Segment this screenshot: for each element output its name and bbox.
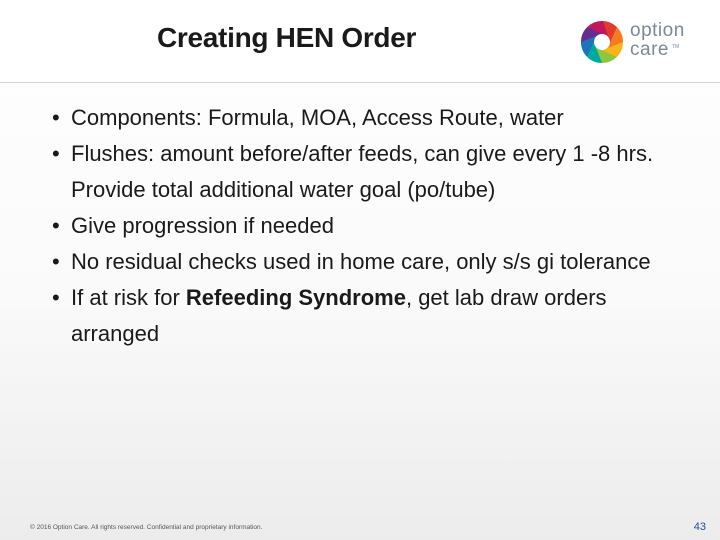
- bullet-item-residual-checks: [50, 244, 690, 280]
- swirl-logo-icon: [580, 20, 624, 64]
- bullet-text: Flushes: amount before/after feeds, can give every 1 -8 hrs. Provide total additional water goal (po/tube): [71, 141, 654, 202]
- bullet-item-progression: [50, 208, 690, 244]
- bullet-item-components: [50, 100, 690, 136]
- bullet-item-flushes: [50, 136, 690, 208]
- option-care-logo: [580, 18, 690, 66]
- page-number: 43: [693, 521, 706, 533]
- bullet-text-after: , get lab draw orders arranged: [71, 285, 607, 346]
- slide-header: [0, 0, 720, 83]
- bullet-text: Components: Formula, MOA, Access Route, water: [71, 105, 564, 130]
- bullet-text-before: If at risk for: [71, 285, 186, 310]
- logo-center: [596, 36, 608, 48]
- logo-trademark: TM: [672, 44, 680, 50]
- bullet-list: [50, 100, 690, 352]
- logo-wordmark: [630, 21, 685, 59]
- logo-word-line2: care: [630, 39, 669, 60]
- bullet-item-refeeding: [50, 280, 690, 352]
- bullet-text: No residual checks used in home care, only s/s gi tolerance: [71, 249, 651, 274]
- bullet-text: Give progression if needed: [71, 213, 334, 238]
- logo-word-line1: option: [630, 20, 685, 41]
- slide-title: Creating HEN Order: [157, 22, 417, 53]
- bullet-bold-term: Refeeding Syndrome: [185, 285, 406, 310]
- copyright-notice: © 2016 Option Care. All rights reserved. Confidential and proprietary information.: [30, 524, 263, 531]
